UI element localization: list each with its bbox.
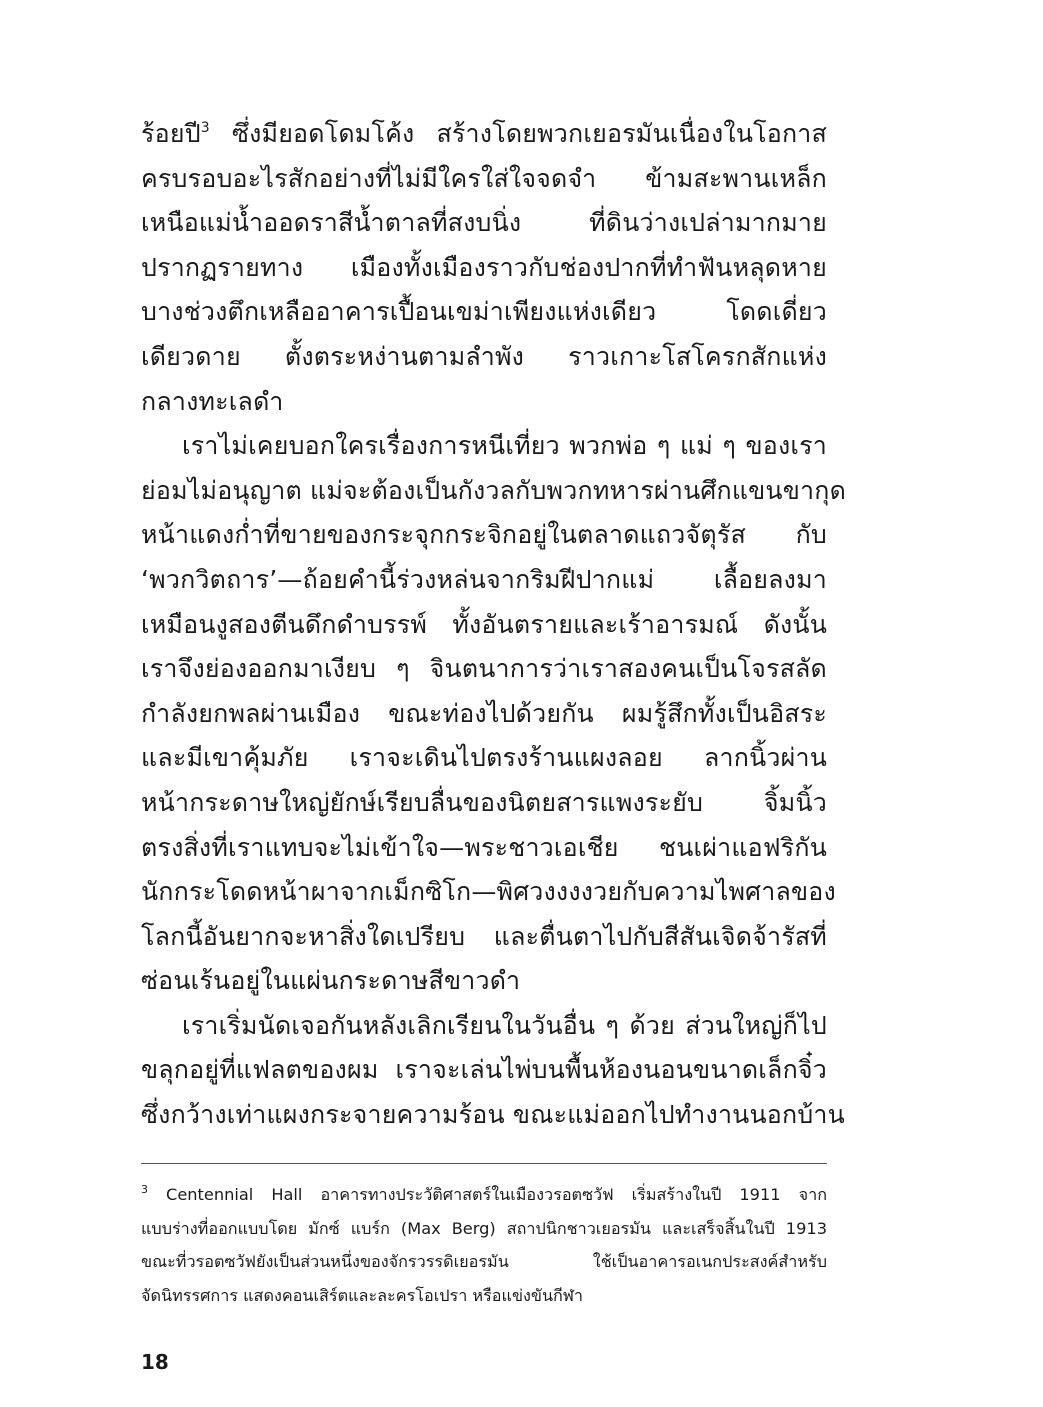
footnote-line: แบบร่างที่ออกแบบโดย มักซ์ แบร์ก (Max Berg) สถาปนิกชาวเยอรมัน และเสร็จสิ้นในปี 1913 xyxy=(141,1218,827,1238)
text-line: กลางทะเลดำ xyxy=(141,386,284,416)
text-line: บางช่วงตึกเหลืออาคารเปื้อนเขม่าเพียงแห่งเดียว โดดเดี่ยว xyxy=(141,297,827,327)
footnote-line: ขณะที่วรอตซวัฟยังเป็นส่วนหนึ่งของจักรวรรดิเยอรมัน ใช้เป็นอาคารอเนกประสงค์สำหรับ xyxy=(141,1252,827,1272)
body-text xyxy=(141,112,847,1138)
text-line: เราเริ่มนัดเจอกันหลังเลิกเรียนในวันอื่น ๆ ด้วย ส่วนใหญ่ก็ไป xyxy=(182,1010,827,1040)
text-line: เราไม่เคยบอกใครเรื่องการหนีเที่ยว พวกพ่อ ๆ แม่ ๆ ของเรา xyxy=(182,431,827,461)
text-line: เหมือนงูสองตีนดึกดำบรรพ์ ทั้งอันตรายและเร้าอารมณ์ ดังนั้น xyxy=(141,609,827,639)
text-line: หน้ากระดาษใหญ่ยักษ์เรียบลื่นของนิตยสารแพงระยับ จิ้มนิ้ว xyxy=(141,787,827,817)
footnote-line: $^3$ Centennial Hall อาคารทางประวัติศาสตร์ในเมืองวรอตซวัฟ เริ่มสร้างในปี 1911 จาก xyxy=(141,1183,827,1204)
text-line: กำลังยกพลผ่านเมือง ขณะท่องไปด้วยกัน ผมรู้สึกทั้งเป็นอิสระ xyxy=(141,698,827,728)
footnote xyxy=(141,1178,827,1312)
text-line: ร้อยปี$^3$ ซึ่งมียอดโดมโค้ง สร้างโดยพวกเยอรมันเนื่องในโอกาส xyxy=(141,119,827,148)
text-line: และมีเขาคุ้มภัย เราจะเดินไปตรงร้านแผงลอย ลากนิ้วผ่าน xyxy=(141,743,827,773)
text-line: ครบรอบอะไรสักอย่างที่ไม่มีใครใส่ใจจดจำ ข้ามสะพานเหล็ก xyxy=(141,163,827,193)
text-line: เดียวดาย ตั้งตระหง่านตามลำพัง ราวเกาะโสโครกสักแห่ง xyxy=(141,341,827,371)
text-line: ตรงสิ่งที่เราแทบจะไม่เข้าใจ—พระชาวเอเชีย ชนเผ่าแอฟริกัน xyxy=(141,832,827,862)
text-line: เราจึงย่องออกมาเงียบ ๆ จินตนาการว่าเราสองคนเป็นโจรสลัด xyxy=(141,654,827,684)
text-line: ปรากฏรายทาง เมืองทั้งเมืองราวกับช่องปากที่ทำฟันหลุดหาย xyxy=(141,252,827,282)
footnote-reference[interactable]: 3 xyxy=(200,120,210,136)
text-line: เหนือแม่น้ำออดราสีน้ำตาลที่สงบนิ่ง ที่ดินว่างเปล่ามากมาย xyxy=(141,208,827,238)
text-line: นักกระโดดหน้าผาจากเม็กซิโก—พิศวงงงงวยกับความไพศาลของ xyxy=(141,877,836,907)
text-line: ย่อมไม่อนุญาต แม่จะต้องเป็นกังวลกับพวกทหารผ่านศึกแขนขากุด xyxy=(141,475,847,505)
footnote-line: จัดนิทรรศการ แสดงคอนเสิร์ตและละครโอเปรา หรือแข่งขันกีฬา xyxy=(141,1285,584,1305)
text-line: หน้าแดงก่ำที่ขายของกระจุกกระจิกอยู่ในตลาดแถวจัตุรัส กับ xyxy=(141,520,827,550)
page-number: 18 xyxy=(141,1350,169,1374)
text-line: ‘พวกวิตถาร’—ถ้อยคำนี้ร่วงหล่นจากริมฝีปากแม่ เลื้อยลงมา xyxy=(141,564,827,594)
text-line: ขลุกอยู่ที่แฟลตของผม เราจะเล่นไพ่บนพื้นห้องนอนขนาดเล็กจิ๋ว xyxy=(141,1055,827,1085)
footnote-marker: 3 xyxy=(141,1183,148,1196)
text-line: ซึ่งกว้างเท่าแผงกระจายความร้อน ขณะแม่ออกไปทำงานนอกบ้าน xyxy=(141,1100,845,1130)
footnote-divider xyxy=(141,1163,827,1164)
text-line: ซ่อนเร้นอยู่ในแผ่นกระดาษสีขาวดำ xyxy=(141,966,521,996)
text-line: โลกนี้อันยากจะหาสิ่งใดเปรียบ และตื่นตาไปกับสีสันเจิดจ้ารัสที่ xyxy=(141,921,827,951)
